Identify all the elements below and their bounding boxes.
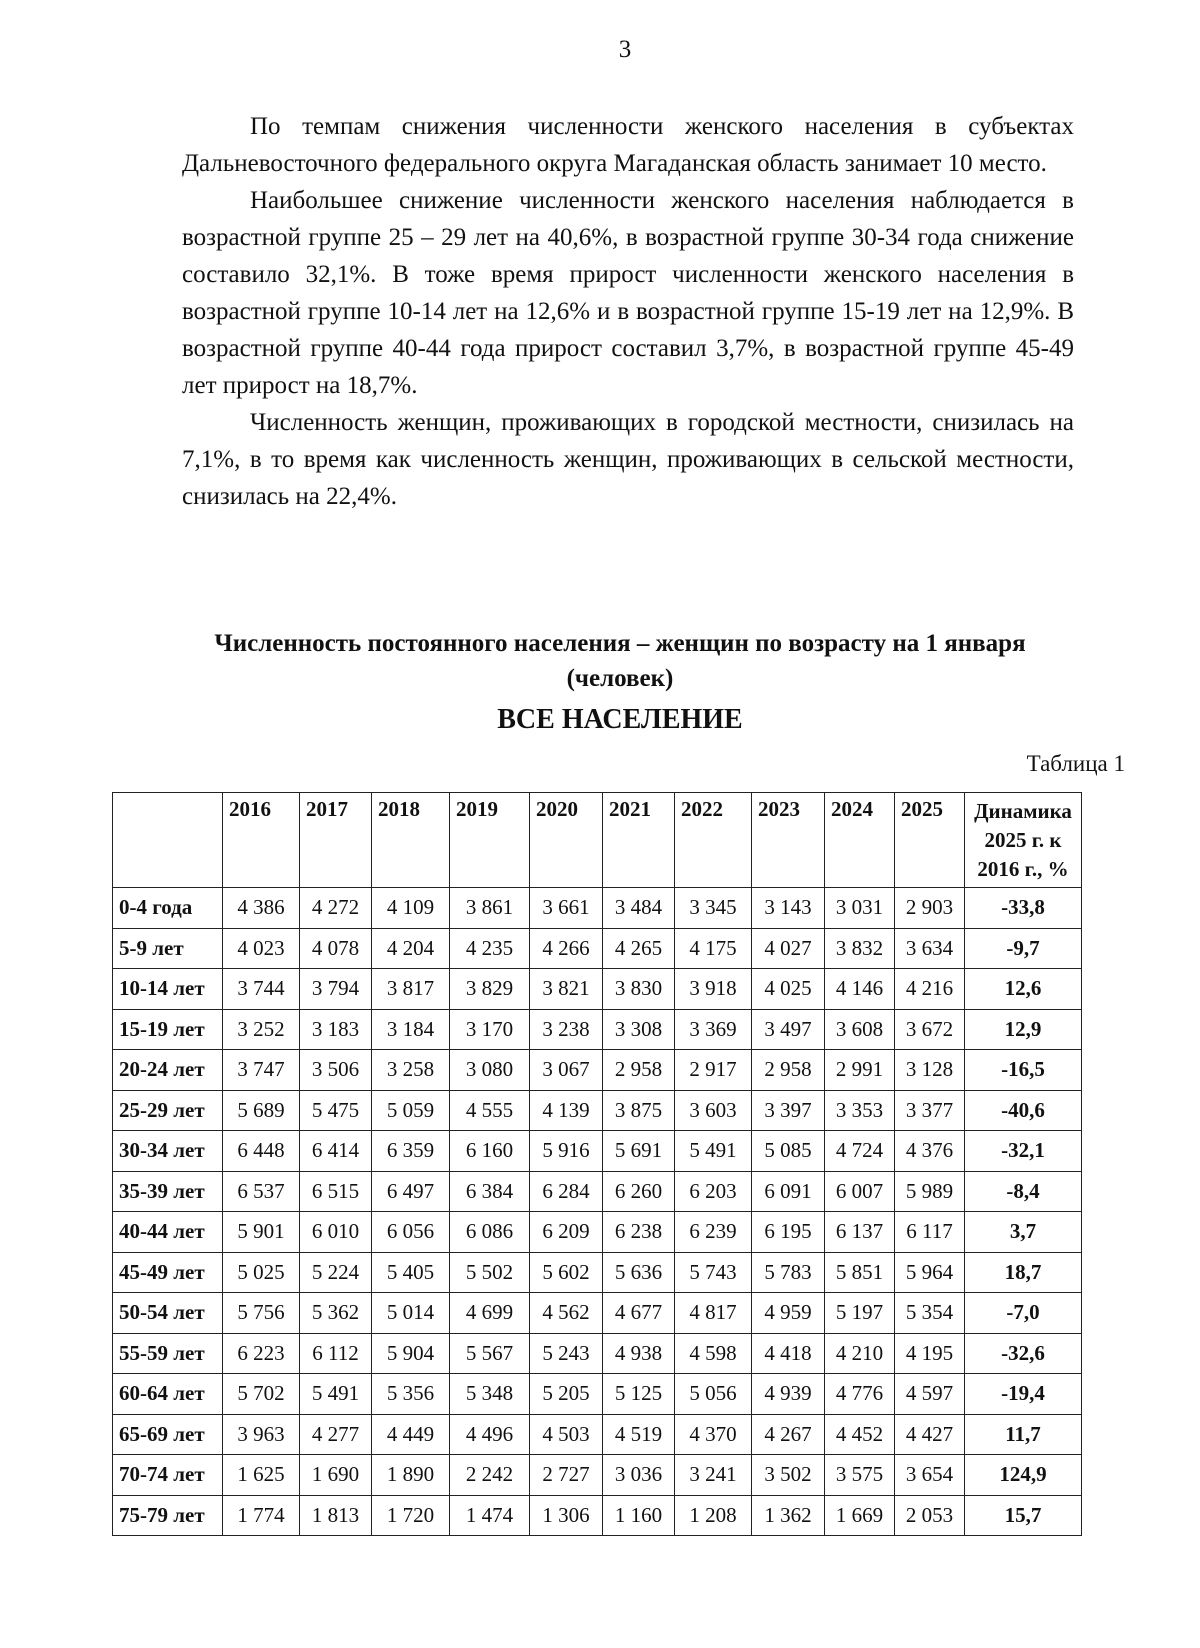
value-cell: 3 502	[752, 1455, 825, 1496]
value-cell: 5 014	[372, 1293, 450, 1334]
dynamics-cell: -9,7	[965, 928, 1082, 969]
value-cell: 3 506	[300, 1050, 372, 1091]
value-cell: 1 690	[300, 1455, 372, 1496]
value-cell: 4 175	[675, 928, 752, 969]
value-cell: 3 183	[300, 1009, 372, 1050]
value-cell: 3 832	[825, 928, 895, 969]
value-cell: 5 916	[530, 1131, 603, 1172]
table-body	[113, 888, 1082, 1536]
value-cell: 5 205	[530, 1374, 603, 1415]
dynamics-cell: -40,6	[965, 1090, 1082, 1131]
table-row	[113, 1131, 1082, 1172]
value-cell: 5 901	[223, 1212, 300, 1253]
table-row	[113, 888, 1082, 929]
value-cell: 2 053	[895, 1495, 965, 1536]
dynamics-cell: 18,7	[965, 1252, 1082, 1293]
value-cell: 6 137	[825, 1212, 895, 1253]
value-cell: 6 091	[752, 1171, 825, 1212]
value-cell: 4 449	[372, 1414, 450, 1455]
header-year: 2024	[825, 793, 895, 888]
value-cell: 5 756	[223, 1293, 300, 1334]
value-cell: 3 794	[300, 969, 372, 1010]
age-group-cell: 40-44 лет	[113, 1212, 223, 1253]
header-year: 2019	[450, 793, 530, 888]
section-title: ВСЕ НАСЕЛЕНИЕ	[497, 704, 743, 735]
age-group-cell: 25-29 лет	[113, 1090, 223, 1131]
age-group-cell: 50-54 лет	[113, 1293, 223, 1334]
value-cell: 4 452	[825, 1414, 895, 1455]
population-table	[112, 792, 1082, 1536]
table-row	[113, 1414, 1082, 1455]
value-cell: 3 345	[675, 888, 752, 929]
value-cell: 4 370	[675, 1414, 752, 1455]
paragraph-urban-rural: Численность женщин, проживающих в городской местности, снизилась на 7,1%, в то время как численность женщин, проживающих в сельской местности, снизилась на 22,4%.	[182, 409, 1074, 510]
paragraph-ranking: По темпам снижения численности женского населения в субъектах Дальневосточного федерального округа Магаданская область занимает 10 место.	[182, 113, 1074, 177]
value-cell: 1 306	[530, 1495, 603, 1536]
header-year: 2021	[603, 793, 675, 888]
table-row	[113, 1050, 1082, 1091]
age-group-cell: 75-79 лет	[113, 1495, 223, 1536]
value-cell: 2 958	[603, 1050, 675, 1091]
age-group-cell: 35-39 лет	[113, 1171, 223, 1212]
value-cell: 3 036	[603, 1455, 675, 1496]
value-cell: 2 917	[675, 1050, 752, 1091]
header-year: 2017	[300, 793, 372, 888]
value-cell: 6 112	[300, 1333, 372, 1374]
table-row	[113, 1009, 1082, 1050]
value-cell: 5 689	[223, 1090, 300, 1131]
value-cell: 6 203	[675, 1171, 752, 1212]
value-cell: 4 386	[223, 888, 300, 929]
value-cell: 4 562	[530, 1293, 603, 1334]
table-row	[113, 1293, 1082, 1334]
header-year: 2020	[530, 793, 603, 888]
table-row	[113, 1171, 1082, 1212]
table-title-line-2: (человек)	[566, 665, 674, 692]
value-cell: 3 308	[603, 1009, 675, 1050]
table-title-line-1: Численность постоянного населения – женщин по возрасту на 1 января	[214, 630, 1026, 657]
age-group-cell: 0-4 года	[113, 888, 223, 929]
value-cell: 1 774	[223, 1495, 300, 1536]
value-cell: 6 223	[223, 1333, 300, 1374]
value-cell: 3 497	[752, 1009, 825, 1050]
value-cell: 4 146	[825, 969, 895, 1010]
value-cell: 6 160	[450, 1131, 530, 1172]
value-cell: 5 904	[372, 1333, 450, 1374]
value-cell: 6 007	[825, 1171, 895, 1212]
age-group-cell: 45-49 лет	[113, 1252, 223, 1293]
age-group-cell: 10-14 лет	[113, 969, 223, 1010]
table-row	[113, 1212, 1082, 1253]
value-cell: 5 354	[895, 1293, 965, 1334]
value-cell: 6 284	[530, 1171, 603, 1212]
value-cell: 5 348	[450, 1374, 530, 1415]
age-group-cell: 30-34 лет	[113, 1131, 223, 1172]
value-cell: 5 056	[675, 1374, 752, 1415]
value-cell: 4 027	[752, 928, 825, 969]
value-cell: 4 959	[752, 1293, 825, 1334]
value-cell: 3 353	[825, 1090, 895, 1131]
value-cell: 6 497	[372, 1171, 450, 1212]
value-cell: 5 783	[752, 1252, 825, 1293]
table-header-row	[113, 793, 1082, 888]
value-cell: 3 830	[603, 969, 675, 1010]
dynamics-cell: 3,7	[965, 1212, 1082, 1253]
value-cell: 6 448	[223, 1131, 300, 1172]
header-year: 2016	[223, 793, 300, 888]
value-cell: 4 266	[530, 928, 603, 969]
value-cell: 3 821	[530, 969, 603, 1010]
value-cell: 3 397	[752, 1090, 825, 1131]
value-cell: 1 474	[450, 1495, 530, 1536]
value-cell: 4 272	[300, 888, 372, 929]
table-row	[113, 1333, 1082, 1374]
value-cell: 3 744	[223, 969, 300, 1010]
header-year: 2018	[372, 793, 450, 888]
value-cell: 5 405	[372, 1252, 450, 1293]
value-cell: 3 170	[450, 1009, 530, 1050]
value-cell: 1 669	[825, 1495, 895, 1536]
value-cell: 3 143	[752, 888, 825, 929]
value-cell: 6 359	[372, 1131, 450, 1172]
age-group-cell: 65-69 лет	[113, 1414, 223, 1455]
value-cell: 4 139	[530, 1090, 603, 1131]
value-cell: 3 241	[675, 1455, 752, 1496]
value-cell: 3 575	[825, 1455, 895, 1496]
value-cell: 4 724	[825, 1131, 895, 1172]
value-cell: 1 160	[603, 1495, 675, 1536]
table-label: Таблица 1	[1026, 751, 1125, 776]
dynamics-cell: -32,1	[965, 1131, 1082, 1172]
value-cell: 3 258	[372, 1050, 450, 1091]
value-cell: 5 197	[825, 1293, 895, 1334]
value-cell: 4 677	[603, 1293, 675, 1334]
table-row	[113, 1495, 1082, 1536]
value-cell: 4 938	[603, 1333, 675, 1374]
value-cell: 6 537	[223, 1171, 300, 1212]
value-cell: 6 515	[300, 1171, 372, 1212]
value-cell: 5 491	[675, 1131, 752, 1172]
dynamics-cell: -16,5	[965, 1050, 1082, 1091]
value-cell: 5 636	[603, 1252, 675, 1293]
value-cell: 3 747	[223, 1050, 300, 1091]
value-cell: 6 384	[450, 1171, 530, 1212]
value-cell: 5 567	[450, 1333, 530, 1374]
value-cell: 5 491	[300, 1374, 372, 1415]
header-year: 2025	[895, 793, 965, 888]
value-cell: 4 496	[450, 1414, 530, 1455]
value-cell: 5 085	[752, 1131, 825, 1172]
value-cell: 3 369	[675, 1009, 752, 1050]
table-row	[113, 1090, 1082, 1131]
value-cell: 5 989	[895, 1171, 965, 1212]
age-group-cell: 55-59 лет	[113, 1333, 223, 1374]
value-cell: 6 209	[530, 1212, 603, 1253]
dynamics-cell: 12,9	[965, 1009, 1082, 1050]
value-cell: 4 265	[603, 928, 675, 969]
value-cell: 5 224	[300, 1252, 372, 1293]
dynamics-cell: 124,9	[965, 1455, 1082, 1496]
value-cell: 4 519	[603, 1414, 675, 1455]
value-cell: 6 195	[752, 1212, 825, 1253]
header-year: 2023	[752, 793, 825, 888]
value-cell: 5 125	[603, 1374, 675, 1415]
value-cell: 3 672	[895, 1009, 965, 1050]
dynamics-cell: -32,6	[965, 1333, 1082, 1374]
value-cell: 3 484	[603, 888, 675, 929]
value-cell: 4 555	[450, 1090, 530, 1131]
value-cell: 4 210	[825, 1333, 895, 1374]
value-cell: 2 958	[752, 1050, 825, 1091]
value-cell: 3 661	[530, 888, 603, 929]
dynamics-cell: 11,7	[965, 1414, 1082, 1455]
table-row	[113, 969, 1082, 1010]
value-cell: 6 086	[450, 1212, 530, 1253]
value-cell: 3 080	[450, 1050, 530, 1091]
value-cell: 4 699	[450, 1293, 530, 1334]
value-cell: 3 608	[825, 1009, 895, 1050]
table-row	[113, 1455, 1082, 1496]
table-row	[113, 1374, 1082, 1415]
dynamics-cell: -19,4	[965, 1374, 1082, 1415]
value-cell: 2 727	[530, 1455, 603, 1496]
value-cell: 4 597	[895, 1374, 965, 1415]
value-cell: 4 376	[895, 1131, 965, 1172]
paragraph-age-groups: Наибольшее снижение численности женского населения наблюдается в возрастной группе 25 – 29 лет на 40,6%, в возрастной группе 30-34 года снижение составило 32,1%. В тоже время прирост численности женского населения в возрастной группе 10-14 лет на 12,6% и в возрастной группе 15-19 лет на 12,9%. В возрастной группе 40-44 года прирост составил 3,7%, в возрастной группе 45-49 лет прирост на 18,7%.	[182, 187, 1074, 399]
value-cell: 4 078	[300, 928, 372, 969]
value-cell: 1 890	[372, 1455, 450, 1496]
value-cell: 3 963	[223, 1414, 300, 1455]
value-cell: 3 603	[675, 1090, 752, 1131]
page-number: 3	[618, 36, 632, 63]
header-year: 2022	[675, 793, 752, 888]
value-cell: 3 875	[603, 1090, 675, 1131]
table-title	[140, 626, 1100, 696]
value-cell: 5 475	[300, 1090, 372, 1131]
value-cell: 4 216	[895, 969, 965, 1010]
value-cell: 5 851	[825, 1252, 895, 1293]
value-cell: 4 817	[675, 1293, 752, 1334]
value-cell: 1 208	[675, 1495, 752, 1536]
value-cell: 5 502	[450, 1252, 530, 1293]
value-cell: 3 252	[223, 1009, 300, 1050]
value-cell: 5 025	[223, 1252, 300, 1293]
value-cell: 3 067	[530, 1050, 603, 1091]
value-cell: 5 602	[530, 1252, 603, 1293]
value-cell: 4 503	[530, 1414, 603, 1455]
value-cell: 4 418	[752, 1333, 825, 1374]
value-cell: 3 184	[372, 1009, 450, 1050]
value-cell: 4 776	[825, 1374, 895, 1415]
header-age-group	[113, 793, 223, 888]
value-cell: 5 691	[603, 1131, 675, 1172]
value-cell: 5 362	[300, 1293, 372, 1334]
value-cell: 4 427	[895, 1414, 965, 1455]
value-cell: 4 235	[450, 928, 530, 969]
value-cell: 4 277	[300, 1414, 372, 1455]
value-cell: 6 414	[300, 1131, 372, 1172]
header-dynamics: Динамика 2025 г. к 2016 г., %	[965, 793, 1082, 888]
age-group-cell: 20-24 лет	[113, 1050, 223, 1091]
value-cell: 5 059	[372, 1090, 450, 1131]
dynamics-cell: -33,8	[965, 888, 1082, 929]
value-cell: 4 267	[752, 1414, 825, 1455]
dynamics-cell: 12,6	[965, 969, 1082, 1010]
value-cell: 3 377	[895, 1090, 965, 1131]
value-cell: 6 010	[300, 1212, 372, 1253]
dynamics-cell: 15,7	[965, 1495, 1082, 1536]
value-cell: 5 243	[530, 1333, 603, 1374]
value-cell: 1 362	[752, 1495, 825, 1536]
dynamics-cell: -8,4	[965, 1171, 1082, 1212]
value-cell: 4 204	[372, 928, 450, 969]
table-row	[113, 1252, 1082, 1293]
value-cell: 2 903	[895, 888, 965, 929]
dynamics-cell: -7,0	[965, 1293, 1082, 1334]
value-cell: 1 625	[223, 1455, 300, 1496]
value-cell: 3 128	[895, 1050, 965, 1091]
age-group-cell: 15-19 лет	[113, 1009, 223, 1050]
value-cell: 6 056	[372, 1212, 450, 1253]
value-cell: 4 939	[752, 1374, 825, 1415]
value-cell: 1 720	[372, 1495, 450, 1536]
value-cell: 3 817	[372, 969, 450, 1010]
value-cell: 6 260	[603, 1171, 675, 1212]
value-cell: 4 195	[895, 1333, 965, 1374]
value-cell: 5 356	[372, 1374, 450, 1415]
value-cell: 4 023	[223, 928, 300, 969]
value-cell: 2 991	[825, 1050, 895, 1091]
value-cell: 3 238	[530, 1009, 603, 1050]
value-cell: 5 702	[223, 1374, 300, 1415]
value-cell: 2 242	[450, 1455, 530, 1496]
table-row	[113, 928, 1082, 969]
value-cell: 3 829	[450, 969, 530, 1010]
value-cell: 5 964	[895, 1252, 965, 1293]
value-cell: 4 598	[675, 1333, 752, 1374]
value-cell: 3 654	[895, 1455, 965, 1496]
value-cell: 1 813	[300, 1495, 372, 1536]
age-group-cell: 5-9 лет	[113, 928, 223, 969]
value-cell: 3 031	[825, 888, 895, 929]
value-cell: 4 025	[752, 969, 825, 1010]
value-cell: 6 117	[895, 1212, 965, 1253]
value-cell: 3 634	[895, 928, 965, 969]
value-cell: 3 861	[450, 888, 530, 929]
value-cell: 6 239	[675, 1212, 752, 1253]
value-cell: 5 743	[675, 1252, 752, 1293]
body-text	[182, 108, 1074, 515]
value-cell: 6 238	[603, 1212, 675, 1253]
age-group-cell: 60-64 лет	[113, 1374, 223, 1415]
value-cell: 3 918	[675, 969, 752, 1010]
value-cell: 4 109	[372, 888, 450, 929]
age-group-cell: 70-74 лет	[113, 1455, 223, 1496]
